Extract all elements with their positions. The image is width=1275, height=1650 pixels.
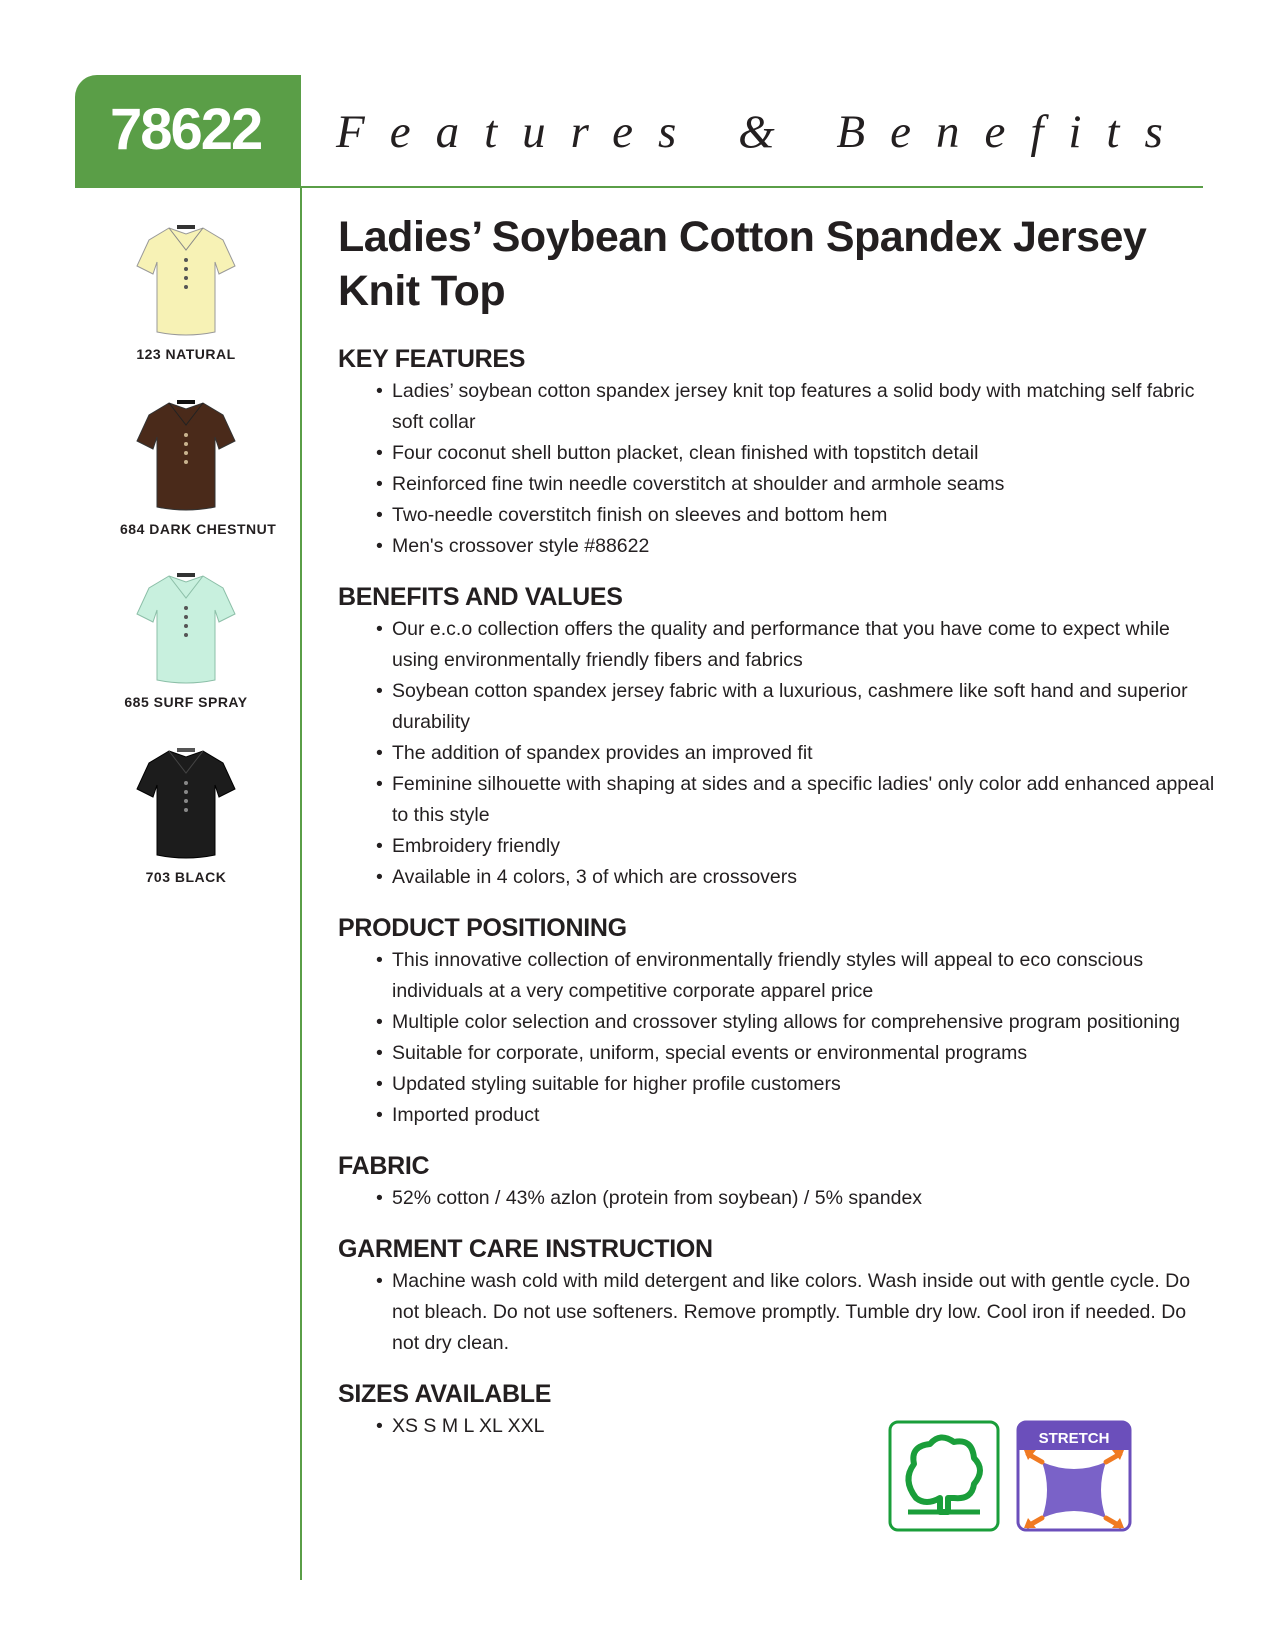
bullet-list: [338, 1183, 1218, 1214]
style-number: 78622: [110, 97, 262, 162]
bullet-item: • Feminine silhouette with shaping at sides and a specific ladies' only color add enhanced appeal to this style: [376, 769, 1218, 831]
bullet-list: [338, 376, 1218, 562]
bullet-item: • XS S M L XL XXL: [376, 1411, 1218, 1442]
section-heading: GARMENT CARE INSTRUCTION: [338, 1235, 713, 1263]
section-fabric: [338, 1151, 1218, 1214]
section-benefits: [338, 582, 1218, 893]
stretch-badge: [1016, 1420, 1132, 1537]
section-care: [338, 1234, 1218, 1359]
swatch-label: 684 DARK CHESTNUT: [120, 521, 277, 537]
swatch-natural: [120, 220, 252, 362]
stretch-badge-label: STRETCH: [1038, 1430, 1110, 1447]
bullet-item: • 52% cotton / 43% azlon (protein from soybean) / 5% spandex: [376, 1183, 1218, 1214]
page-title: Features & Benefits: [336, 106, 1188, 158]
bullet-item: • Updated styling suitable for higher profile customers: [376, 1069, 1218, 1100]
section-heading: FABRIC: [338, 1152, 430, 1180]
product-title: Ladies’ Soybean Cotton Spandex Jersey Knit Top: [338, 213, 1147, 315]
swatch-label: 685 SURF SPRAY: [124, 694, 248, 710]
polo-shirt-icon: [131, 568, 241, 686]
swatch-label: 123 NATURAL: [136, 346, 236, 362]
swatch-surf-spray: [120, 568, 252, 710]
main-content: [338, 210, 1218, 1462]
bullet-item: • This innovative collection of environmentally friendly styles will appeal to eco conscious individuals at a very competitive corporate apparel price: [376, 945, 1218, 1007]
section-heading: KEY FEATURES: [338, 345, 526, 373]
bullet-item: • Embroidery friendly: [376, 831, 1218, 862]
eco-badge: [888, 1420, 1000, 1537]
bullet-list: [338, 945, 1218, 1131]
swatch-label: 703 BLACK: [145, 869, 227, 885]
bullet-list: [338, 614, 1218, 893]
bullet-item: • Machine wash cold with mild detergent and like colors. Wash inside out with gentle cycle. Do not bleach. Do not use softeners. Remove promptly. Tumble dry low. Cool iron if needed. Do not dry clean.: [376, 1266, 1218, 1359]
bullet-item: • Suitable for corporate, uniform, special events or environmental programs: [376, 1038, 1218, 1069]
bullet-item: • Men's crossover style #88622: [376, 531, 1218, 562]
bullet-item: • Available in 4 colors, 3 of which are crossovers: [376, 862, 1218, 893]
bullet-list: [338, 1266, 1218, 1359]
polo-shirt-icon: [131, 395, 241, 513]
swatch-black: [120, 743, 252, 885]
bullet-item: • Soybean cotton spandex jersey fabric with a luxurious, cashmere like soft hand and superior durability: [376, 676, 1218, 738]
polo-shirt-icon: [131, 220, 241, 338]
section-key-features: [338, 344, 1218, 562]
section-heading: PRODUCT POSITIONING: [338, 914, 627, 942]
bullet-item: • Imported product: [376, 1100, 1218, 1131]
stretch-fabric-icon: [1016, 1420, 1132, 1532]
sidebar-divider: [300, 188, 302, 1580]
bullet-item: • Reinforced fine twin needle coverstitch at shoulder and armhole seams: [376, 469, 1218, 500]
header-divider: [75, 186, 1203, 188]
eco-tree-icon: [888, 1420, 1000, 1532]
bullet-item: • Multiple color selection and crossover styling allows for comprehensive program positioning: [376, 1007, 1218, 1038]
bullet-item: • Our e.c.o collection offers the quality and performance that you have come to expect while using environmentally friendly fibers and fabrics: [376, 614, 1218, 676]
bullet-item: • Ladies’ soybean cotton spandex jersey knit top features a solid body with matching self fabric soft collar: [376, 376, 1218, 438]
section-heading: SIZES AVAILABLE: [338, 1380, 552, 1408]
bullet-item: • Two-needle coverstitch finish on sleeves and bottom hem: [376, 500, 1218, 531]
section-heading: BENEFITS AND VALUES: [338, 583, 623, 611]
polo-shirt-icon: [131, 743, 241, 861]
bullet-item: • The addition of spandex provides an improved fit: [376, 738, 1218, 769]
swatch-dark-chestnut: [120, 395, 277, 537]
bullet-item: • Four coconut shell button placket, clean finished with topstitch detail: [376, 438, 1218, 469]
section-positioning: [338, 913, 1218, 1131]
